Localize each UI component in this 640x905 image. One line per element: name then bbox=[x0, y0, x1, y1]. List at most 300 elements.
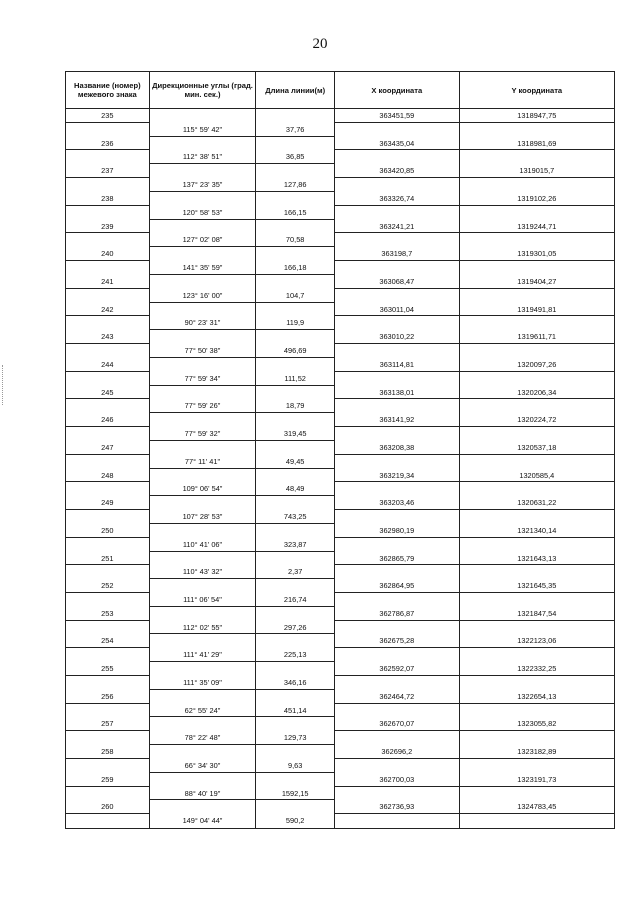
x-coordinate: 362865,79 bbox=[335, 552, 460, 566]
empty-cell bbox=[150, 717, 257, 731]
x-coordinate: 363068,47 bbox=[335, 275, 460, 289]
empty-cell bbox=[256, 275, 335, 289]
direction-angle: 111° 35' 09" bbox=[150, 676, 257, 690]
x-coordinate: 362670,07 bbox=[335, 717, 460, 731]
y-coordinate: 1319611,71 bbox=[460, 330, 614, 344]
empty-cell bbox=[335, 759, 460, 773]
table-row bbox=[66, 455, 614, 469]
empty-cell bbox=[335, 482, 460, 496]
point-name: 235 bbox=[66, 109, 150, 123]
x-coordinate: 363138,01 bbox=[335, 386, 460, 400]
empty-cell bbox=[460, 676, 614, 690]
empty-cell bbox=[256, 247, 335, 261]
direction-angle: 90° 23' 31" bbox=[150, 316, 257, 330]
empty-cell bbox=[335, 510, 460, 524]
empty-cell bbox=[66, 372, 150, 386]
line-length: 36,85 bbox=[256, 150, 335, 164]
direction-angle: 112° 38' 51" bbox=[150, 150, 257, 164]
x-coordinate: 363435,04 bbox=[335, 137, 460, 151]
table-row bbox=[66, 358, 614, 372]
empty-cell bbox=[66, 261, 150, 275]
empty-cell bbox=[460, 731, 614, 745]
empty-cell bbox=[66, 289, 150, 303]
line-length: 496,69 bbox=[256, 344, 335, 358]
empty-cell bbox=[256, 800, 335, 814]
table-row bbox=[66, 275, 614, 289]
table-row bbox=[66, 510, 614, 524]
y-coordinate: 1322332,25 bbox=[460, 662, 614, 676]
line-length: 129,73 bbox=[256, 731, 335, 745]
empty-cell bbox=[335, 316, 460, 330]
point-name: 237 bbox=[66, 164, 150, 178]
empty-cell bbox=[66, 482, 150, 496]
empty-cell bbox=[66, 233, 150, 247]
y-coordinate: 1318947,75 bbox=[460, 109, 614, 123]
empty-cell bbox=[150, 220, 257, 234]
table-row bbox=[66, 303, 614, 317]
table-row bbox=[66, 524, 614, 538]
x-coordinate: 363141,92 bbox=[335, 413, 460, 427]
table-row bbox=[66, 109, 614, 123]
y-coordinate: 1320631,22 bbox=[460, 496, 614, 510]
table-row bbox=[66, 565, 614, 579]
y-coordinate: 1319491,81 bbox=[460, 303, 614, 317]
empty-cell bbox=[66, 150, 150, 164]
empty-cell bbox=[335, 372, 460, 386]
table-row bbox=[66, 399, 614, 413]
empty-cell bbox=[150, 303, 257, 317]
empty-cell bbox=[66, 316, 150, 330]
y-coordinate: 1320097,26 bbox=[460, 358, 614, 372]
x-coordinate: 363010,22 bbox=[335, 330, 460, 344]
x-coordinate: 362786,87 bbox=[335, 607, 460, 621]
line-length: 323,87 bbox=[256, 538, 335, 552]
table-row bbox=[66, 192, 614, 206]
empty-cell bbox=[66, 455, 150, 469]
table-row bbox=[66, 261, 614, 275]
point-name: 244 bbox=[66, 358, 150, 372]
table-row bbox=[66, 469, 614, 483]
empty-cell bbox=[335, 565, 460, 579]
empty-cell bbox=[150, 690, 257, 704]
empty-cell bbox=[460, 538, 614, 552]
header-x: X координата bbox=[335, 72, 460, 108]
line-length: 2,37 bbox=[256, 565, 335, 579]
empty-cell bbox=[256, 220, 335, 234]
empty-cell bbox=[460, 289, 614, 303]
point-name: 242 bbox=[66, 303, 150, 317]
table-row bbox=[66, 593, 614, 607]
point-name: 260 bbox=[66, 800, 150, 814]
empty-cell bbox=[66, 538, 150, 552]
direction-angle: 77° 59' 26" bbox=[150, 399, 257, 413]
y-coordinate: 1323191,73 bbox=[460, 773, 614, 787]
empty-cell bbox=[460, 344, 614, 358]
point-name: 250 bbox=[66, 524, 150, 538]
empty-cell bbox=[150, 192, 257, 206]
table-row bbox=[66, 123, 614, 137]
table-row bbox=[66, 787, 614, 801]
empty-cell bbox=[335, 648, 460, 662]
empty-cell bbox=[460, 814, 614, 828]
table-row bbox=[66, 178, 614, 192]
x-coordinate: 362980,19 bbox=[335, 524, 460, 538]
empty-cell bbox=[150, 496, 257, 510]
table-row bbox=[66, 413, 614, 427]
direction-angle: 78° 22' 48" bbox=[150, 731, 257, 745]
table-row bbox=[66, 690, 614, 704]
line-length: 18,79 bbox=[256, 399, 335, 413]
empty-cell bbox=[460, 759, 614, 773]
y-coordinate: 1322123,06 bbox=[460, 634, 614, 648]
empty-cell bbox=[150, 469, 257, 483]
y-coordinate: 1322654,13 bbox=[460, 690, 614, 704]
empty-cell bbox=[150, 413, 257, 427]
table-row bbox=[66, 289, 614, 303]
direction-angle: 111° 06' 54" bbox=[150, 593, 257, 607]
line-length: 9,63 bbox=[256, 759, 335, 773]
empty-cell bbox=[460, 178, 614, 192]
empty-cell bbox=[256, 164, 335, 178]
empty-cell bbox=[460, 206, 614, 220]
empty-cell bbox=[335, 731, 460, 745]
empty-cell bbox=[460, 150, 614, 164]
empty-cell bbox=[66, 676, 150, 690]
boundary-coordinates-table bbox=[65, 71, 615, 829]
empty-cell bbox=[460, 510, 614, 524]
point-name: 256 bbox=[66, 690, 150, 704]
empty-cell bbox=[66, 648, 150, 662]
line-length: 166,15 bbox=[256, 206, 335, 220]
table-header bbox=[66, 72, 614, 109]
direction-angle: 66° 34' 30" bbox=[150, 759, 257, 773]
x-coordinate: 363241,21 bbox=[335, 220, 460, 234]
x-coordinate: 362736,93 bbox=[335, 800, 460, 814]
y-coordinate: 1323055,82 bbox=[460, 717, 614, 731]
empty-cell bbox=[66, 206, 150, 220]
empty-cell bbox=[150, 800, 257, 814]
line-length: 119,9 bbox=[256, 316, 335, 330]
empty-cell bbox=[150, 607, 257, 621]
x-coordinate: 362700,03 bbox=[335, 773, 460, 787]
direction-angle: 123° 16' 00" bbox=[150, 289, 257, 303]
direction-angle: 141° 35' 59" bbox=[150, 261, 257, 275]
empty-cell bbox=[150, 662, 257, 676]
direction-angle: 127° 02' 08" bbox=[150, 233, 257, 247]
empty-cell bbox=[335, 261, 460, 275]
y-coordinate: 1320585,4 bbox=[460, 469, 614, 483]
empty-cell bbox=[460, 399, 614, 413]
line-length: 104,7 bbox=[256, 289, 335, 303]
x-coordinate: 363420,85 bbox=[335, 164, 460, 178]
point-name: 255 bbox=[66, 662, 150, 676]
empty-cell bbox=[256, 137, 335, 151]
empty-cell bbox=[66, 344, 150, 358]
table-row bbox=[66, 427, 614, 441]
empty-cell bbox=[66, 123, 150, 137]
x-coordinate: 363011,04 bbox=[335, 303, 460, 317]
empty-cell bbox=[256, 524, 335, 538]
direction-angle: 120° 58' 53" bbox=[150, 206, 257, 220]
y-coordinate: 1321340,14 bbox=[460, 524, 614, 538]
empty-cell bbox=[150, 358, 257, 372]
table-row bbox=[66, 150, 614, 164]
line-length: 70,58 bbox=[256, 233, 335, 247]
point-name: 246 bbox=[66, 413, 150, 427]
direction-angle: 137° 23' 35" bbox=[150, 178, 257, 192]
line-length: 451,14 bbox=[256, 704, 335, 718]
empty-cell bbox=[256, 109, 335, 123]
y-coordinate: 1320224,72 bbox=[460, 413, 614, 427]
x-coordinate: 362464,72 bbox=[335, 690, 460, 704]
direction-angle: 88° 40' 19" bbox=[150, 787, 257, 801]
point-name: 247 bbox=[66, 441, 150, 455]
y-coordinate: 1321645,35 bbox=[460, 579, 614, 593]
direction-angle: 109° 06' 54" bbox=[150, 482, 257, 496]
line-length: 111,52 bbox=[256, 372, 335, 386]
table-row bbox=[66, 316, 614, 330]
point-name: 249 bbox=[66, 496, 150, 510]
empty-cell bbox=[66, 814, 150, 828]
empty-cell bbox=[460, 565, 614, 579]
empty-cell bbox=[460, 261, 614, 275]
table-row bbox=[66, 759, 614, 773]
empty-cell bbox=[460, 427, 614, 441]
direction-angle: 115° 59' 42" bbox=[150, 123, 257, 137]
empty-cell bbox=[335, 787, 460, 801]
line-length: 37,76 bbox=[256, 123, 335, 137]
table-row bbox=[66, 386, 614, 400]
empty-cell bbox=[335, 538, 460, 552]
empty-cell bbox=[66, 510, 150, 524]
header-name: Название (номер) межевого знака bbox=[66, 72, 150, 108]
empty-cell bbox=[335, 233, 460, 247]
x-coordinate: 363114,81 bbox=[335, 358, 460, 372]
table-row bbox=[66, 344, 614, 358]
table-row bbox=[66, 717, 614, 731]
header-y: Y координата bbox=[511, 85, 563, 95]
empty-cell bbox=[66, 593, 150, 607]
point-name: 243 bbox=[66, 330, 150, 344]
empty-cell bbox=[335, 178, 460, 192]
y-coordinate: 1321643,13 bbox=[460, 552, 614, 566]
empty-cell bbox=[66, 427, 150, 441]
empty-cell bbox=[256, 303, 335, 317]
table-row bbox=[66, 206, 614, 220]
empty-cell bbox=[256, 745, 335, 759]
point-name: 251 bbox=[66, 552, 150, 566]
table-row bbox=[66, 634, 614, 648]
empty-cell bbox=[150, 773, 257, 787]
table-row bbox=[66, 441, 614, 455]
empty-cell bbox=[335, 704, 460, 718]
point-name: 258 bbox=[66, 745, 150, 759]
empty-cell bbox=[150, 745, 257, 759]
empty-cell bbox=[256, 330, 335, 344]
empty-cell bbox=[256, 579, 335, 593]
y-coordinate: 1324783,45 bbox=[460, 800, 614, 814]
empty-cell bbox=[335, 123, 460, 137]
table-body bbox=[66, 109, 614, 828]
empty-cell bbox=[150, 524, 257, 538]
empty-cell bbox=[66, 704, 150, 718]
table-row bbox=[66, 773, 614, 787]
y-coordinate: 1319301,05 bbox=[460, 247, 614, 261]
empty-cell bbox=[335, 593, 460, 607]
line-length: 297,26 bbox=[256, 621, 335, 635]
y-coordinate: 1323182,89 bbox=[460, 745, 614, 759]
empty-cell bbox=[256, 773, 335, 787]
x-coordinate: 363326,74 bbox=[335, 192, 460, 206]
empty-cell bbox=[150, 386, 257, 400]
table-row bbox=[66, 164, 614, 178]
x-coordinate: 363219,34 bbox=[335, 469, 460, 483]
empty-cell bbox=[335, 344, 460, 358]
point-name: 254 bbox=[66, 634, 150, 648]
empty-cell bbox=[335, 455, 460, 469]
table-row bbox=[66, 137, 614, 151]
table-row bbox=[66, 482, 614, 496]
table-row bbox=[66, 496, 614, 510]
direction-angle: 77° 59' 32" bbox=[150, 427, 257, 441]
y-coordinate: 1320537,18 bbox=[460, 441, 614, 455]
x-coordinate: 362864,95 bbox=[335, 579, 460, 593]
empty-cell bbox=[66, 621, 150, 635]
direction-angle: 111° 41' 29" bbox=[150, 648, 257, 662]
empty-cell bbox=[256, 441, 335, 455]
line-length: 127,86 bbox=[256, 178, 335, 192]
table-row bbox=[66, 621, 614, 635]
empty-cell bbox=[150, 441, 257, 455]
empty-cell bbox=[150, 164, 257, 178]
empty-cell bbox=[335, 206, 460, 220]
empty-cell bbox=[256, 717, 335, 731]
empty-cell bbox=[66, 399, 150, 413]
empty-cell bbox=[256, 469, 335, 483]
scan-margin-mark bbox=[2, 365, 5, 405]
y-coordinate: 1319015,7 bbox=[460, 164, 614, 178]
empty-cell bbox=[256, 552, 335, 566]
y-coordinate: 1320206,34 bbox=[460, 386, 614, 400]
point-name: 245 bbox=[66, 386, 150, 400]
point-name: 239 bbox=[66, 220, 150, 234]
empty-cell bbox=[150, 109, 257, 123]
empty-cell bbox=[150, 552, 257, 566]
empty-cell bbox=[256, 358, 335, 372]
empty-cell bbox=[66, 787, 150, 801]
table-row bbox=[66, 220, 614, 234]
table-row bbox=[66, 330, 614, 344]
empty-cell bbox=[256, 192, 335, 206]
empty-cell bbox=[150, 579, 257, 593]
empty-cell bbox=[256, 634, 335, 648]
empty-cell bbox=[150, 634, 257, 648]
empty-cell bbox=[460, 648, 614, 662]
table-row bbox=[66, 233, 614, 247]
empty-cell bbox=[150, 137, 257, 151]
empty-cell bbox=[460, 482, 614, 496]
y-coordinate: 1319244,71 bbox=[460, 220, 614, 234]
empty-cell bbox=[256, 386, 335, 400]
empty-cell bbox=[256, 413, 335, 427]
empty-cell bbox=[150, 330, 257, 344]
table-row bbox=[66, 552, 614, 566]
direction-angle: 77° 59' 34" bbox=[150, 372, 257, 386]
line-length: 216,74 bbox=[256, 593, 335, 607]
x-coordinate: 363208,38 bbox=[335, 441, 460, 455]
empty-cell bbox=[256, 496, 335, 510]
empty-cell bbox=[460, 372, 614, 386]
table-row bbox=[66, 800, 614, 814]
empty-cell bbox=[460, 621, 614, 635]
empty-cell bbox=[66, 759, 150, 773]
line-length: 225,13 bbox=[256, 648, 335, 662]
direction-angle: 77° 11' 41" bbox=[150, 455, 257, 469]
table-row bbox=[66, 745, 614, 759]
x-coordinate: 363198,7 bbox=[335, 247, 460, 261]
table-row bbox=[66, 247, 614, 261]
direction-angle: 77° 50' 38" bbox=[150, 344, 257, 358]
empty-cell bbox=[66, 731, 150, 745]
line-length: 346,16 bbox=[256, 676, 335, 690]
point-name: 240 bbox=[66, 247, 150, 261]
empty-cell bbox=[335, 814, 460, 828]
table-row bbox=[66, 662, 614, 676]
point-name: 252 bbox=[66, 579, 150, 593]
point-name: 241 bbox=[66, 275, 150, 289]
line-length: 590,2 bbox=[256, 814, 335, 828]
point-name: 236 bbox=[66, 137, 150, 151]
line-length: 48,49 bbox=[256, 482, 335, 496]
x-coordinate: 363451,59 bbox=[335, 109, 460, 123]
direction-angle: 149° 04' 44" bbox=[150, 814, 257, 828]
empty-cell bbox=[335, 621, 460, 635]
table-row bbox=[66, 704, 614, 718]
x-coordinate: 363203,46 bbox=[335, 496, 460, 510]
x-coordinate: 362675,28 bbox=[335, 634, 460, 648]
line-length: 166,18 bbox=[256, 261, 335, 275]
empty-cell bbox=[150, 247, 257, 261]
x-coordinate: 362696,2 bbox=[335, 745, 460, 759]
line-length: 1592,15 bbox=[256, 787, 335, 801]
direction-angle: 110° 43' 32" bbox=[150, 565, 257, 579]
empty-cell bbox=[460, 787, 614, 801]
point-name: 248 bbox=[66, 469, 150, 483]
line-length: 743,25 bbox=[256, 510, 335, 524]
table-row bbox=[66, 676, 614, 690]
direction-angle: 110° 41' 06" bbox=[150, 538, 257, 552]
y-coordinate: 1321847,54 bbox=[460, 607, 614, 621]
empty-cell bbox=[66, 178, 150, 192]
table-row bbox=[66, 648, 614, 662]
direction-angle: 107° 28' 53" bbox=[150, 510, 257, 524]
empty-cell bbox=[335, 427, 460, 441]
empty-cell bbox=[460, 123, 614, 137]
page-number: 20 bbox=[312, 36, 328, 52]
empty-cell bbox=[256, 662, 335, 676]
empty-cell bbox=[256, 607, 335, 621]
empty-cell bbox=[460, 593, 614, 607]
empty-cell bbox=[460, 316, 614, 330]
empty-cell bbox=[460, 233, 614, 247]
point-name: 238 bbox=[66, 192, 150, 206]
header-angles: Дирекционные углы (град. мин. сек.) bbox=[150, 72, 257, 108]
direction-angle: 62° 55' 24" bbox=[150, 704, 257, 718]
empty-cell bbox=[150, 275, 257, 289]
direction-angle: 112° 02' 55" bbox=[150, 621, 257, 635]
line-length: 319,45 bbox=[256, 427, 335, 441]
x-coordinate: 362592,07 bbox=[335, 662, 460, 676]
